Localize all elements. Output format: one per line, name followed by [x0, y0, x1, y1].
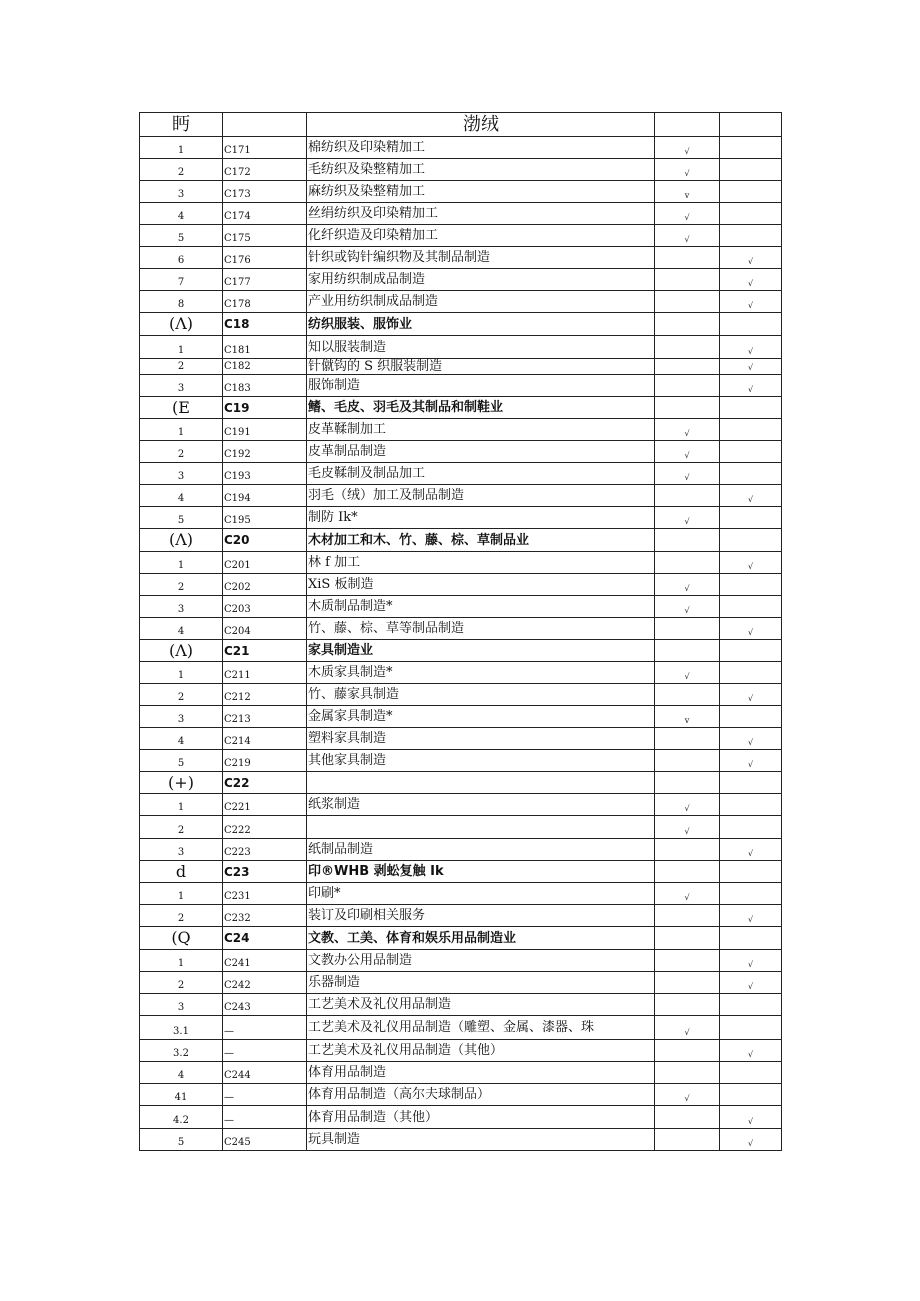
table-row	[140, 225, 782, 247]
check-mark-2-cell: √	[720, 1129, 782, 1151]
industry-name-cell: 产业用纺织制成品制造	[307, 291, 655, 313]
row-number-cell: 3	[140, 463, 223, 485]
industry-code-cell: C191	[223, 419, 307, 441]
table-row	[140, 181, 782, 203]
industry-code-cell: C175	[223, 225, 307, 247]
industry-name-cell: 木质家具制造*	[307, 662, 655, 684]
industry-name-cell: 棉纺织及印染精加工	[307, 137, 655, 159]
category-row	[140, 397, 782, 419]
industry-name-cell: 其他家具制造	[307, 750, 655, 772]
check-mark-1-cell	[655, 336, 720, 359]
check-mark-2-cell	[720, 225, 782, 247]
table-row	[140, 419, 782, 441]
check-mark-1-cell: √	[655, 159, 720, 181]
check-mark-1-cell: √	[655, 816, 720, 839]
industry-code-cell: C19	[223, 397, 307, 419]
check-mark-2-cell	[720, 181, 782, 203]
check-mark-1-cell	[655, 950, 720, 972]
check-mark-2-cell: √	[720, 359, 782, 375]
industry-code-cell: C181	[223, 336, 307, 359]
check-mark-2-cell: √	[720, 247, 782, 269]
table-row	[140, 247, 782, 269]
row-number-cell: 1	[140, 419, 223, 441]
table-row	[140, 507, 782, 529]
row-number-cell: 2	[140, 816, 223, 839]
header-number-cell: 眄	[140, 113, 223, 137]
industry-name-cell: 装订及印刷相关服务	[307, 905, 655, 927]
check-mark-2-cell	[720, 574, 782, 596]
industry-name-cell: 文教办公用品制造	[307, 950, 655, 972]
industry-code-cell: C201	[223, 552, 307, 574]
industry-name-cell: 知以服装制造	[307, 336, 655, 359]
check-mark-2-cell	[720, 861, 782, 883]
table-row	[140, 137, 782, 159]
row-number-cell: 1	[140, 662, 223, 684]
row-number-cell: 5	[140, 225, 223, 247]
industry-code-cell: C172	[223, 159, 307, 181]
industry-code-cell: C203	[223, 596, 307, 618]
table-row	[140, 159, 782, 181]
table-row	[140, 574, 782, 596]
table-row	[140, 203, 782, 225]
industry-name-cell: 文教、工美、体育和娱乐用品制造业	[307, 927, 655, 950]
industry-code-cell: C243	[223, 994, 307, 1016]
industry-code-cell: C241	[223, 950, 307, 972]
industry-code-cell: C177	[223, 269, 307, 291]
check-mark-2-cell	[720, 159, 782, 181]
industry-code-cell: C231	[223, 883, 307, 905]
industry-name-cell: 毛皮鞣制及制品加工	[307, 463, 655, 485]
table-row	[140, 269, 782, 291]
check-mark-2-cell: √	[720, 905, 782, 927]
check-mark-1-cell: √	[655, 794, 720, 816]
row-number-cell: 2	[140, 972, 223, 994]
check-mark-2-cell: √	[720, 1106, 782, 1129]
check-mark-1-cell	[655, 640, 720, 662]
industry-code-cell: C221	[223, 794, 307, 816]
row-number-cell: 7	[140, 269, 223, 291]
table-row	[140, 552, 782, 574]
industry-name-cell: 麻纺织及染整精加工	[307, 181, 655, 203]
check-mark-2-cell	[720, 640, 782, 662]
industry-name-cell: 化纤织造及印染精加工	[307, 225, 655, 247]
industry-name-cell: 皮革制品制造	[307, 441, 655, 463]
row-number-cell: 1	[140, 552, 223, 574]
check-mark-2-cell	[720, 419, 782, 441]
industry-name-cell: 毛纺织及染整精加工	[307, 159, 655, 181]
check-mark-1-cell	[655, 750, 720, 772]
industry-name-cell: 印®WHB 剥蚣复触 Ik	[307, 861, 655, 883]
check-mark-1-cell	[655, 618, 720, 640]
row-number-cell: (Λ)	[140, 529, 223, 552]
row-number-cell: 3	[140, 994, 223, 1016]
industry-code-cell: C244	[223, 1062, 307, 1084]
industry-name-cell: 针僦钩的 S 织服装制造	[307, 359, 655, 375]
table-row	[140, 950, 782, 972]
row-number-cell: 2	[140, 441, 223, 463]
row-number-cell: (Λ)	[140, 313, 223, 336]
check-mark-1-cell	[655, 529, 720, 552]
check-mark-1-cell	[655, 972, 720, 994]
row-number-cell: 4	[140, 728, 223, 750]
check-mark-1-cell	[655, 1062, 720, 1084]
row-number-cell: 2	[140, 359, 223, 375]
table-row	[140, 485, 782, 507]
check-mark-2-cell: √	[720, 750, 782, 772]
industry-code-cell: C214	[223, 728, 307, 750]
row-number-cell: (E	[140, 397, 223, 419]
row-number-cell: (Q	[140, 927, 223, 950]
row-number-cell: 3.2	[140, 1040, 223, 1062]
table-row	[140, 375, 782, 397]
header-code-cell	[223, 113, 307, 137]
check-mark-2-cell	[720, 994, 782, 1016]
check-mark-2-cell	[720, 137, 782, 159]
row-number-cell: 6	[140, 247, 223, 269]
industry-code-cell: C222	[223, 816, 307, 839]
header-name-cell: 渤绒	[307, 113, 655, 137]
row-number-cell: 4	[140, 1062, 223, 1084]
check-mark-2-cell: √	[720, 972, 782, 994]
row-number-cell: d	[140, 861, 223, 883]
check-mark-2-cell	[720, 529, 782, 552]
check-mark-2-cell: √	[720, 269, 782, 291]
check-mark-1-cell	[655, 927, 720, 950]
table-row	[140, 618, 782, 640]
table-row	[140, 728, 782, 750]
check-mark-1-cell: √	[655, 507, 720, 529]
industry-code-cell: C171	[223, 137, 307, 159]
check-mark-2-cell	[720, 662, 782, 684]
check-mark-2-cell: √	[720, 485, 782, 507]
industry-code-cell: C192	[223, 441, 307, 463]
check-mark-1-cell	[655, 861, 720, 883]
row-number-cell: 2	[140, 159, 223, 181]
industry-code-cell: C22	[223, 772, 307, 794]
check-mark-1-cell: v	[655, 181, 720, 203]
row-number-cell: (Λ)	[140, 640, 223, 662]
check-mark-2-cell	[720, 203, 782, 225]
table-row	[140, 750, 782, 772]
category-row	[140, 927, 782, 950]
industry-code-cell: C18	[223, 313, 307, 336]
table-body	[140, 113, 782, 1151]
row-number-cell: 5	[140, 750, 223, 772]
industry-name-cell	[307, 816, 655, 839]
industry-code-cell: C242	[223, 972, 307, 994]
industry-code-cell: C173	[223, 181, 307, 203]
check-mark-1-cell: √	[655, 225, 720, 247]
check-mark-1-cell	[655, 485, 720, 507]
table-row	[140, 1129, 782, 1151]
industry-code-cell: C174	[223, 203, 307, 225]
check-mark-1-cell: v	[655, 706, 720, 728]
industry-name-cell: 体育用品制造	[307, 1062, 655, 1084]
industry-name-cell: XiS 板制造	[307, 574, 655, 596]
industry-classification-table	[139, 112, 782, 1151]
row-number-cell: 1	[140, 137, 223, 159]
row-number-cell: 2	[140, 574, 223, 596]
industry-code-cell: C232	[223, 905, 307, 927]
industry-name-cell: 丝绢纺织及印染精加工	[307, 203, 655, 225]
row-number-cell: 5	[140, 1129, 223, 1151]
industry-name-cell: 竹、藤家具制造	[307, 684, 655, 706]
check-mark-2-cell	[720, 441, 782, 463]
industry-code-cell: —	[223, 1106, 307, 1129]
check-mark-2-cell	[720, 507, 782, 529]
category-row	[140, 313, 782, 336]
check-mark-1-cell: √	[655, 1084, 720, 1106]
industry-name-cell: 乐器制造	[307, 972, 655, 994]
industry-name-cell: 皮革鞣制加工	[307, 419, 655, 441]
row-number-cell: (+)	[140, 772, 223, 794]
industry-code-cell: C202	[223, 574, 307, 596]
industry-code-cell: C223	[223, 839, 307, 861]
industry-name-cell: 木材加工和木、竹、藤、棕、草制品业	[307, 529, 655, 552]
check-mark-2-cell	[720, 883, 782, 905]
industry-code-cell: C176	[223, 247, 307, 269]
industry-name-cell: 木质制品制造*	[307, 596, 655, 618]
table-row	[140, 994, 782, 1016]
row-number-cell: 2	[140, 905, 223, 927]
check-mark-1-cell	[655, 684, 720, 706]
check-mark-2-cell: √	[720, 291, 782, 313]
table-row	[140, 1040, 782, 1062]
table-row	[140, 1016, 782, 1040]
check-mark-2-cell	[720, 816, 782, 839]
row-number-cell: 3	[140, 596, 223, 618]
check-mark-2-cell	[720, 1016, 782, 1040]
check-mark-1-cell	[655, 1129, 720, 1151]
header-row	[140, 113, 782, 137]
table-row	[140, 1106, 782, 1129]
table-row	[140, 684, 782, 706]
check-mark-1-cell	[655, 552, 720, 574]
check-mark-1-cell: √	[655, 441, 720, 463]
industry-code-cell: C245	[223, 1129, 307, 1151]
industry-name-cell: 工艺美术及礼仪用品制造	[307, 994, 655, 1016]
industry-code-cell: C204	[223, 618, 307, 640]
check-mark-2-cell: √	[720, 950, 782, 972]
table-row	[140, 883, 782, 905]
row-number-cell: 1	[140, 950, 223, 972]
row-number-cell: 5	[140, 507, 223, 529]
check-mark-2-cell	[720, 313, 782, 336]
industry-code-cell: —	[223, 1016, 307, 1040]
industry-name-cell: 体育用品制造（高尔夫球制品）	[307, 1084, 655, 1106]
check-mark-1-cell	[655, 397, 720, 419]
category-row	[140, 861, 782, 883]
check-mark-1-cell: √	[655, 596, 720, 618]
check-mark-2-cell	[720, 463, 782, 485]
check-mark-2-cell: √	[720, 728, 782, 750]
table-row	[140, 463, 782, 485]
industry-code-cell: C212	[223, 684, 307, 706]
table-row	[140, 794, 782, 816]
industry-name-cell: 家用纺织制成品制造	[307, 269, 655, 291]
industry-name-cell: 羽毛（绒）加工及制品制造	[307, 485, 655, 507]
industry-code-cell: C178	[223, 291, 307, 313]
check-mark-1-cell: √	[655, 574, 720, 596]
industry-name-cell: 服饰制造	[307, 375, 655, 397]
industry-name-cell: 纸浆制造	[307, 794, 655, 816]
industry-code-cell: C24	[223, 927, 307, 950]
check-mark-1-cell: √	[655, 883, 720, 905]
table-row	[140, 1084, 782, 1106]
category-row	[140, 529, 782, 552]
row-number-cell: 3	[140, 839, 223, 861]
check-mark-1-cell	[655, 269, 720, 291]
industry-name-cell: 家具制造业	[307, 640, 655, 662]
industry-name-cell: 竹、藤、棕、草等制品制造	[307, 618, 655, 640]
industry-name-cell: 工艺美术及礼仪用品制造（雕塑、金属、漆器、珠	[307, 1016, 655, 1040]
check-mark-1-cell	[655, 772, 720, 794]
table-row	[140, 441, 782, 463]
table-row	[140, 291, 782, 313]
table-row	[140, 359, 782, 375]
check-mark-1-cell	[655, 1106, 720, 1129]
industry-code-cell: C182	[223, 359, 307, 375]
row-number-cell: 3	[140, 375, 223, 397]
table-row	[140, 662, 782, 684]
table-row	[140, 1062, 782, 1084]
check-mark-2-cell	[720, 927, 782, 950]
check-mark-1-cell	[655, 247, 720, 269]
row-number-cell: 3	[140, 181, 223, 203]
row-number-cell: 8	[140, 291, 223, 313]
industry-code-cell: C213	[223, 706, 307, 728]
check-mark-1-cell: √	[655, 419, 720, 441]
row-number-cell: 4.2	[140, 1106, 223, 1129]
table-row	[140, 596, 782, 618]
header-mark-cell-1	[655, 113, 720, 137]
table-row	[140, 706, 782, 728]
check-mark-2-cell	[720, 397, 782, 419]
check-mark-1-cell: √	[655, 463, 720, 485]
check-mark-2-cell	[720, 1084, 782, 1106]
row-number-cell: 2	[140, 684, 223, 706]
check-mark-2-cell: √	[720, 552, 782, 574]
industry-code-cell: C193	[223, 463, 307, 485]
check-mark-2-cell: √	[720, 618, 782, 640]
industry-code-cell: C211	[223, 662, 307, 684]
header-mark-cell-2	[720, 113, 782, 137]
industry-name-cell: 工艺美术及礼仪用品制造（其他）	[307, 1040, 655, 1062]
check-mark-2-cell	[720, 1062, 782, 1084]
table-row	[140, 839, 782, 861]
table-row	[140, 905, 782, 927]
industry-name-cell: 印刷*	[307, 883, 655, 905]
industry-code-cell: C195	[223, 507, 307, 529]
row-number-cell: 4	[140, 618, 223, 640]
check-mark-1-cell: √	[655, 1016, 720, 1040]
industry-code-cell: C21	[223, 640, 307, 662]
row-number-cell: 1	[140, 336, 223, 359]
industry-name-cell: 林 f 加工	[307, 552, 655, 574]
check-mark-1-cell	[655, 994, 720, 1016]
industry-name-cell: 体育用品制造（其他）	[307, 1106, 655, 1129]
industry-code-cell: C219	[223, 750, 307, 772]
check-mark-1-cell: √	[655, 662, 720, 684]
row-number-cell: 1	[140, 883, 223, 905]
row-number-cell: 41	[140, 1084, 223, 1106]
industry-code-cell: C194	[223, 485, 307, 507]
check-mark-2-cell: √	[720, 336, 782, 359]
check-mark-2-cell: √	[720, 375, 782, 397]
check-mark-2-cell	[720, 706, 782, 728]
check-mark-1-cell	[655, 375, 720, 397]
check-mark-1-cell: √	[655, 137, 720, 159]
row-number-cell: 1	[140, 794, 223, 816]
check-mark-2-cell	[720, 772, 782, 794]
industry-name-cell: 针织或钩针编织物及其制品制造	[307, 247, 655, 269]
industry-name-cell: 制防 Ik*	[307, 507, 655, 529]
check-mark-1-cell	[655, 905, 720, 927]
check-mark-2-cell	[720, 596, 782, 618]
table-row	[140, 336, 782, 359]
check-mark-1-cell: √	[655, 203, 720, 225]
check-mark-1-cell	[655, 291, 720, 313]
industry-name-cell: 塑料家具制造	[307, 728, 655, 750]
check-mark-2-cell: √	[720, 1040, 782, 1062]
row-number-cell: 4	[140, 203, 223, 225]
table-row	[140, 816, 782, 839]
check-mark-1-cell	[655, 1040, 720, 1062]
check-mark-1-cell	[655, 728, 720, 750]
category-row	[140, 772, 782, 794]
industry-name-cell	[307, 772, 655, 794]
check-mark-2-cell	[720, 794, 782, 816]
check-mark-2-cell: √	[720, 684, 782, 706]
check-mark-2-cell: √	[720, 839, 782, 861]
industry-code-cell: C23	[223, 861, 307, 883]
industry-name-cell: 纸制品制造	[307, 839, 655, 861]
industry-name-cell: 鳍、毛皮、羽毛及其制品和制鞋业	[307, 397, 655, 419]
check-mark-1-cell	[655, 359, 720, 375]
industry-code-cell: —	[223, 1084, 307, 1106]
industry-code-cell: C183	[223, 375, 307, 397]
check-mark-1-cell	[655, 839, 720, 861]
table-row	[140, 972, 782, 994]
industry-name-cell: 金属家具制造*	[307, 706, 655, 728]
category-row	[140, 640, 782, 662]
row-number-cell: 3.1	[140, 1016, 223, 1040]
industry-name-cell: 纺织服装、服饰业	[307, 313, 655, 336]
industry-code-cell: C20	[223, 529, 307, 552]
industry-code-cell: —	[223, 1040, 307, 1062]
row-number-cell: 3	[140, 706, 223, 728]
check-mark-1-cell	[655, 313, 720, 336]
industry-name-cell: 玩具制造	[307, 1129, 655, 1151]
row-number-cell: 4	[140, 485, 223, 507]
